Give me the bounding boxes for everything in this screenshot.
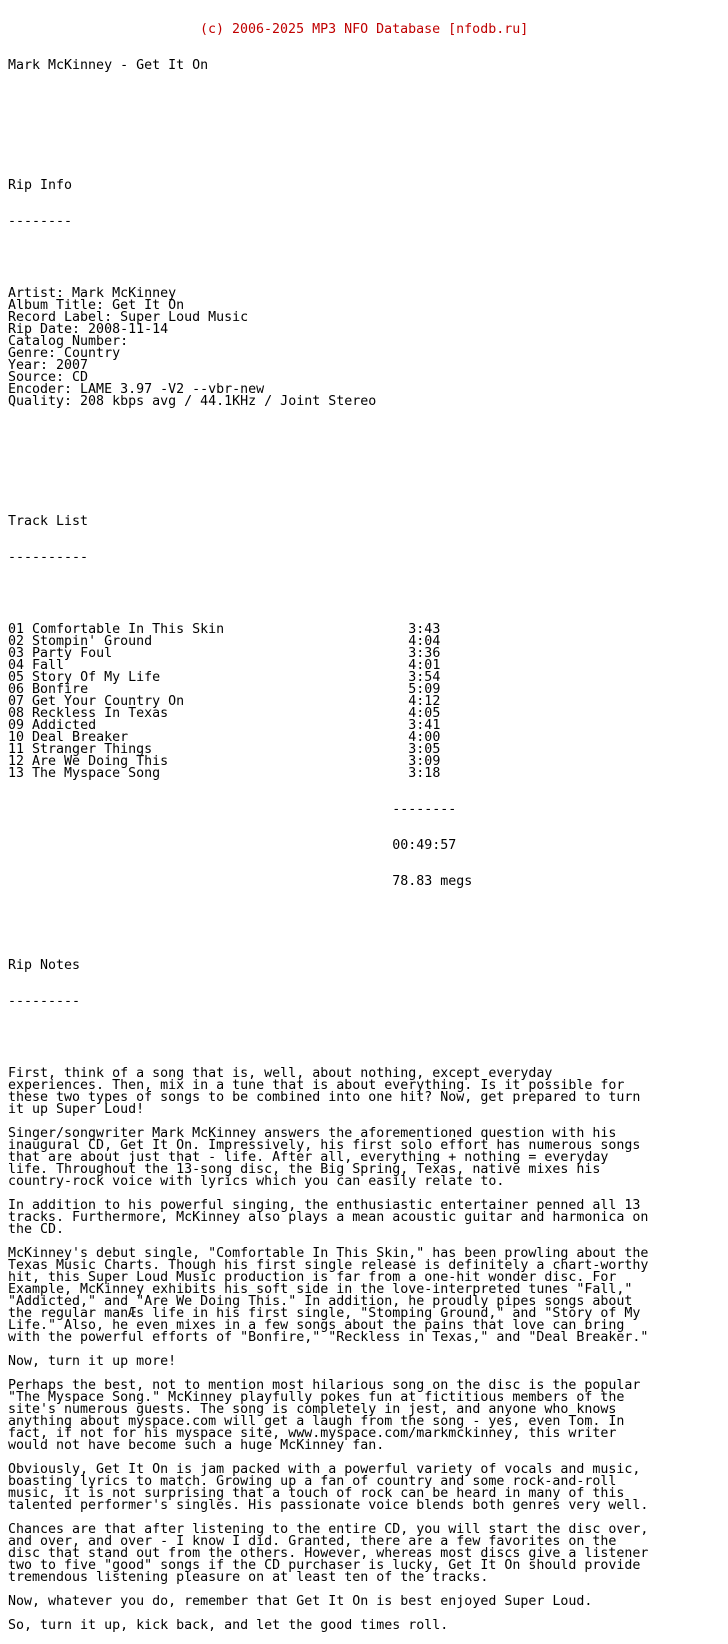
track-number: 05	[8, 670, 33, 685]
notes-line: two to five "good" songs if the CD purchaser is lucky, Get It On should provide	[8, 1558, 641, 1573]
notes-line: Perhaps the best, not to mention most hilarious song on the disc is the popular	[8, 1378, 641, 1393]
rip-info-field: Record Label: Super Loud Music	[8, 310, 249, 325]
blank-line	[8, 1368, 728, 1380]
notes-line: the CD.	[8, 1222, 65, 1237]
track-title: Bonfire	[32, 682, 409, 697]
notes-line: So, turn it up, kick back, and let the good times roll.	[8, 1618, 449, 1633]
track-number: 08	[8, 706, 33, 721]
total-time: 00:49:57	[8, 838, 457, 853]
blank-line	[8, 1584, 728, 1596]
notes-line: anything about myspace.com will get a laugh from the song - yes, even Tom. In	[8, 1414, 625, 1429]
notes-paragraph	[8, 1596, 728, 1608]
rip-info-field: Album Title: Get It On	[8, 298, 185, 313]
track-duration: 4:01	[408, 658, 441, 673]
track-duration: 3:18	[408, 766, 441, 781]
notes-line: "The Myspace Song." McKinney playfully pokes fun at fictitious members of the	[8, 1390, 625, 1405]
blank-line	[8, 132, 728, 144]
notes-line: experiences. Then, mix in a tune that is about everything. Is it possible for	[8, 1078, 625, 1093]
notes-line: Now, turn it up more!	[8, 1354, 177, 1369]
notes-paragraph	[8, 1068, 728, 1116]
notes-line: "Addicted," and "Are We Doing This." In addition, he proudly pipes songs about	[8, 1294, 633, 1309]
total-size: 78.83 megs	[8, 874, 473, 889]
notes-line: tremendous listening pleasure on at least ten of the tracks.	[8, 1570, 489, 1585]
notes-line: McKinney's debut single, "Comfortable In This Skin," has been prowling about the	[8, 1246, 649, 1261]
rip-info-field: Rip Date: 2008-11-14	[8, 322, 169, 337]
blank-line	[8, 912, 728, 924]
notes-line: the regular manÆs life in his first single, "Stomping Ground," and "Story of My	[8, 1306, 641, 1321]
blank-line	[8, 1032, 728, 1044]
track-title: Reckless In Texas	[32, 706, 409, 721]
track-title: Get Your Country On	[32, 694, 409, 709]
track-number: 06	[8, 682, 33, 697]
track-duration: 4:05	[408, 706, 441, 721]
blank-line	[8, 1512, 728, 1524]
rip-info-field: Genre: Country	[8, 346, 121, 361]
rip-info-fields	[8, 288, 728, 408]
notes-line: life. Throughout the 13-song disc, the Big Spring, Texas, native mixes his	[8, 1162, 601, 1177]
notes-line: boasting lyrics to match. Growing up a fan of country and some rock-and-roll	[8, 1474, 617, 1489]
track-list-heading: Track List	[8, 514, 89, 529]
rip-info-underline: --------	[8, 214, 73, 229]
track-duration: 3:05	[408, 742, 441, 757]
blank-line	[8, 588, 728, 600]
track-number: 02	[8, 634, 33, 649]
blank-line	[8, 252, 728, 264]
blank-line	[8, 96, 728, 108]
rip-notes-underline: ---------	[8, 994, 81, 1009]
track-number: 01	[8, 622, 33, 637]
release-title: Mark McKinney - Get It On	[8, 58, 209, 73]
notes-line: Texas Music Charts. Though his first single release is definitely a chart-worthy	[8, 1258, 649, 1273]
track-list-underline: ----------	[8, 550, 89, 565]
blank-line	[8, 1608, 728, 1620]
rip-info-field: Quality: 208 kbps avg / 44.1KHz / Joint Stereo	[8, 394, 377, 409]
notes-line: music, it is not surprising that a touch of rock can be heard in many of this	[8, 1486, 625, 1501]
rip-info-field: Year: 2007	[8, 358, 89, 373]
notes-line: tracks. Furthermore, McKinney also plays a mean acoustic guitar and harmonica on	[8, 1210, 649, 1225]
notes-line: hit, this Super Loud Music production is far from a one-hit wonder disc. For	[8, 1270, 617, 1285]
track-number: 03	[8, 646, 33, 661]
notes-line: talented performer's singles. His passionate voice blends both genres very well.	[8, 1498, 649, 1513]
blank-line	[8, 432, 728, 444]
notes-paragraph	[8, 1380, 728, 1452]
notes-line: these two types of songs to be combined into one hit? Now, get prepared to turn	[8, 1090, 641, 1105]
notes-paragraph	[8, 1128, 728, 1188]
track-number: 09	[8, 718, 33, 733]
blank-line	[8, 1344, 728, 1356]
track-number: 04	[8, 658, 33, 673]
track-title: The Myspace Song	[32, 766, 409, 781]
blank-line	[8, 468, 728, 480]
track-title: Comfortable In This Skin	[32, 622, 409, 637]
notes-line: with the powerful efforts of "Bonfire," "Reckless in Texas," and "Deal Breaker."	[8, 1330, 649, 1345]
notes-line: site's numerous guests. The song is completely in jest, and anyone who knows	[8, 1402, 617, 1417]
track-title: Fall	[32, 658, 409, 673]
notes-paragraph	[8, 1248, 728, 1344]
notes-paragraph	[8, 1200, 728, 1236]
track-duration: 3:41	[408, 718, 441, 733]
track-duration: 3:09	[408, 754, 441, 769]
track-number: 13	[8, 766, 33, 781]
banner: (c) 2006-2025 MP3 NFO Database [nfodb.ru]	[200, 22, 529, 37]
track-duration: 3:43	[408, 622, 441, 637]
track-title: Story Of My Life	[32, 670, 409, 685]
track-row	[8, 768, 728, 780]
notes-line: Now, whatever you do, remember that Get It On is best enjoyed Super Loud.	[8, 1594, 593, 1609]
notes-line: and over, and over - I know I did. Granted, there are a few favorites on the	[8, 1534, 617, 1549]
notes-paragraph	[8, 1464, 728, 1512]
notes-line: Chances are that after listening to the entire CD, you will start the disc over,	[8, 1522, 649, 1537]
track-title: Deal Breaker	[32, 730, 409, 745]
notes-line: would not have become such a huge McKinney fan.	[8, 1438, 385, 1453]
notes-line: country-rock voice with lyrics which you can easily relate to.	[8, 1174, 505, 1189]
rip-notes-body	[8, 1068, 728, 1632]
rip-info-heading: Rip Info	[8, 178, 73, 193]
rip-info-field: Artist: Mark McKinney	[8, 286, 177, 301]
track-duration: 3:36	[408, 646, 441, 661]
rip-info-field: Catalog Number:	[8, 334, 129, 349]
notes-line: Example, McKinney exhibits his soft side in the love-interpreted tunes "Fall,"	[8, 1282, 633, 1297]
rip-info-field: Source: CD	[8, 370, 89, 385]
notes-line: that are about just that - life. After all, everything + nothing = everyday	[8, 1150, 609, 1165]
rip-notes-heading: Rip Notes	[8, 958, 81, 973]
track-number: 12	[8, 754, 33, 769]
track-number: 07	[8, 694, 33, 709]
track-duration: 4:04	[408, 634, 441, 649]
notes-line: disc that stand out from the others. However, whereas most discs give a listener	[8, 1546, 649, 1561]
notes-line: First, think of a song that is, well, about nothing, except everyday	[8, 1066, 553, 1081]
track-title: Addicted	[32, 718, 409, 733]
track-duration: 4:12	[408, 694, 441, 709]
track-number: 11	[8, 742, 33, 757]
rip-info-field: Encoder: LAME 3.97 -V2 --vbr-new	[8, 382, 265, 397]
notes-line: Life." Also, he even mixes in a few songs about the pains that love can bring	[8, 1318, 625, 1333]
track-title: Party Foul	[32, 646, 409, 661]
notes-paragraph	[8, 1356, 728, 1368]
track-duration: 4:00	[408, 730, 441, 745]
notes-line: it up Super Loud!	[8, 1102, 145, 1117]
notes-line: fact, if not for his myspace site, www.myspace.com/markmckinney, this writer	[8, 1426, 617, 1441]
notes-line: inaugural CD, Get It On. Impressively, his first solo effort has numerous songs	[8, 1138, 641, 1153]
notes-paragraph	[8, 1620, 728, 1632]
track-duration: 3:54	[408, 670, 441, 685]
track-duration: 5:09	[408, 682, 441, 697]
track-title: Stranger Things	[32, 742, 409, 757]
track-title: Are We Doing This	[32, 754, 409, 769]
track-title: Stompin' Ground	[32, 634, 409, 649]
notes-line: In addition to his powerful singing, the enthusiastic entertainer penned all 13	[8, 1198, 641, 1213]
notes-paragraph	[8, 1524, 728, 1584]
track-list	[8, 624, 728, 780]
notes-line: Obviously, Get It On is jam packed with a powerful variety of vocals and music,	[8, 1462, 641, 1477]
track-number: 10	[8, 730, 33, 745]
notes-line: Singer/songwriter Mark McKinney answers the aforementioned question with his	[8, 1126, 617, 1141]
blank-line	[8, 1452, 728, 1464]
total-separator: --------	[8, 802, 457, 817]
blank-line	[8, 1236, 728, 1248]
